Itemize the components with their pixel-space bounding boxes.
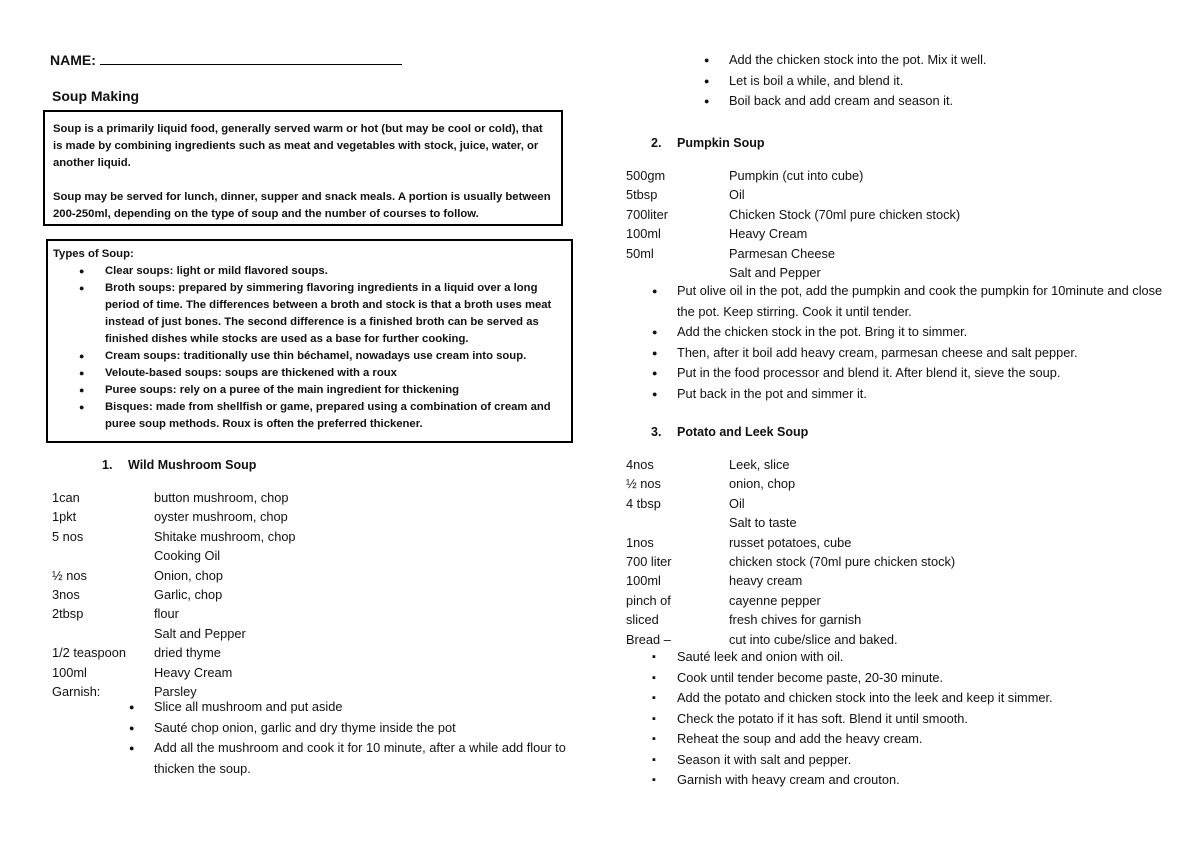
- ingredient-row: [626, 166, 1166, 185]
- list-item: ● Slice all mushroom and put aside: [154, 697, 576, 718]
- types-box: [46, 239, 573, 443]
- ingredient-name: Shitake mushroom, chop: [154, 528, 296, 544]
- recipe-1-steps: [154, 697, 576, 779]
- ingredient-qty: 100ml: [626, 573, 661, 589]
- ingredient-row: [626, 455, 1166, 474]
- list-item: ● Let is boil a while, and blend it.: [729, 71, 1169, 92]
- ingredient-name: Oil: [729, 495, 745, 511]
- recipe-3-title: [651, 425, 808, 439]
- ingredient-qty: 2tbsp: [52, 606, 84, 622]
- ingredient-name: chicken stock (70ml pure chicken stock): [729, 553, 956, 569]
- intro-paragraph-1: Soup is a primarily liquid food, generally served warm or hot (but may be cool or cold), that is made by combining ingredients such as meat and vegetables with stock, juice, water, or another liquid.: [53, 123, 543, 169]
- ingredient-qty: 4 tbsp: [626, 495, 661, 511]
- ingredient-row: [626, 205, 1166, 224]
- list-item: ● Then, after it boil add heavy cream, parmesan cheese and salt pepper.: [677, 343, 1167, 364]
- ingredient-row: [52, 527, 552, 546]
- ingredient-name: Leek, slice: [729, 457, 790, 472]
- list-item: ▪ Cook until tender become paste, 20-30 minute.: [677, 668, 1167, 689]
- list-item: ● Boil back and add cream and season it.: [729, 91, 1169, 112]
- ingredient-row: [626, 224, 1166, 243]
- ingredient-name: dried thyme: [154, 645, 221, 661]
- list-item: ● Add the chicken stock into the pot. Mix it well.: [729, 50, 1169, 71]
- list-item: ▪ Season it with salt and pepper.: [677, 750, 1167, 771]
- types-list: [53, 263, 566, 433]
- ingredient-row: [626, 263, 1166, 282]
- ingredient-name: heavy cream: [729, 573, 803, 589]
- ingredient-row: [52, 585, 552, 604]
- ingredient-row: [626, 571, 1166, 590]
- ingredient-qty: 700liter: [626, 206, 668, 222]
- recipe-1-steps-continued: [729, 50, 1169, 112]
- ingredient-qty: 1nos: [626, 534, 654, 550]
- list-item: ▪ Reheat the soup and add the heavy cream.: [677, 729, 1167, 750]
- list-item: ▪ Sauté leek and onion with oil.: [677, 647, 1167, 668]
- ingredient-qty: 3nos: [52, 586, 80, 602]
- recipe-2-title: [651, 136, 765, 150]
- recipe-2-steps: [677, 281, 1167, 404]
- name-label: NAME:: [50, 52, 96, 68]
- recipe-number: 2.: [651, 136, 662, 150]
- ingredient-name: Pumpkin (cut into cube): [729, 168, 864, 183]
- ingredient-row: [52, 624, 552, 643]
- ingredient-row: [52, 604, 552, 623]
- ingredient-row: [626, 552, 1166, 571]
- ingredient-name: Garlic, chop: [154, 586, 223, 602]
- intro-box: [43, 110, 563, 226]
- ingredient-qty: 5 nos: [52, 528, 84, 544]
- ingredient-qty: 100ml: [626, 226, 661, 242]
- list-item: ● Add the chicken stock in the pot. Bring it to simmer.: [677, 322, 1167, 343]
- page-title: Soup Making: [52, 88, 140, 104]
- ingredient-name: Cooking Oil: [154, 548, 221, 564]
- list-item: ● Veloute-based soups: soups are thickened with a roux: [105, 365, 566, 382]
- ingredient-name: Heavy Cream: [154, 664, 233, 680]
- ingredient-name: Parsley: [154, 683, 197, 699]
- name-blank-line: [100, 52, 402, 65]
- list-item: ● Put in the food processor and blend it. After blend it, sieve the soup.: [677, 363, 1167, 384]
- ingredient-row: [52, 507, 552, 526]
- list-item: ● Broth soups: prepared by simmering flavoring ingredients in a liquid over a long period of time. The differences between a broth and stock is that a broth uses meat instead of just bones. The second difference is a finished broth can be served as finished dishes while stocks are used as a base for further cooking.: [105, 280, 566, 348]
- recipe-name: Wild Mushroom Soup: [128, 458, 257, 472]
- recipe-3-steps: [677, 647, 1167, 791]
- ingredient-name: Parmesan Cheese: [729, 245, 835, 261]
- ingredient-name: oyster mushroom, chop: [154, 509, 288, 525]
- ingredient-row: [52, 488, 552, 507]
- ingredient-qty: 1pkt: [52, 509, 77, 525]
- ingredient-row: [626, 610, 1166, 629]
- ingredient-name: flour: [154, 606, 179, 622]
- ingredient-qty: Bread –: [626, 631, 671, 647]
- recipe-name: Potato and Leek Soup: [677, 425, 809, 439]
- ingredient-name: cayenne pepper: [729, 592, 821, 608]
- ingredient-qty: 5tbsp: [626, 187, 658, 203]
- ingredient-name: Onion, chop: [154, 567, 224, 583]
- ingredient-name: cut into cube/slice and baked.: [729, 631, 898, 647]
- ingredient-row: [52, 546, 552, 565]
- list-item: ● Put olive oil in the pot, add the pumpkin and cook the pumpkin for 10minute and close the pot. Keep stirring. Cook it until tender.: [677, 281, 1167, 322]
- ingredient-qty: 500gm: [626, 168, 666, 183]
- list-item: ▪ Add the potato and chicken stock into the leek and keep it simmer.: [677, 688, 1167, 709]
- ingredient-row: [52, 663, 552, 682]
- ingredient-qty: ½ nos: [52, 567, 87, 583]
- ingredient-row: [626, 591, 1166, 610]
- ingredient-row: [626, 185, 1166, 204]
- ingredient-row: [626, 244, 1166, 263]
- ingredient-name: Salt and Pepper: [154, 625, 246, 641]
- ingredient-qty: 100ml: [52, 664, 87, 680]
- ingredient-qty: Garnish:: [52, 683, 101, 699]
- list-item: ● Add all the mushroom and cook it for 10 minute, after a while add flour to thicken the soup.: [154, 738, 576, 779]
- ingredient-row: [626, 474, 1166, 493]
- intro-paragraph-2: Soup may be served for lunch, dinner, supper and snack meals. A portion is usually between 200-250ml, depending on the type of soup and the number of courses to follow.: [53, 191, 551, 220]
- ingredient-name: onion, chop: [729, 476, 796, 492]
- ingredient-qty: pinch of: [626, 592, 671, 608]
- ingredient-name: Salt and Pepper: [729, 264, 821, 280]
- ingredient-qty: 700 liter: [626, 553, 672, 569]
- list-item: ● Puree soups: rely on a puree of the main ingredient for thickening: [105, 382, 566, 399]
- list-item: ● Bisques: made from shellfish or game, prepared using a combination of cream and puree soup methods. Roux is often the preferred thickener.: [105, 399, 566, 433]
- list-item: ▪ Garnish with heavy cream and crouton.: [677, 770, 1167, 791]
- name-field: [50, 52, 402, 68]
- ingredient-name: Chicken Stock (70ml pure chicken stock): [729, 206, 961, 222]
- ingredient-name: fresh chives for garnish: [729, 612, 862, 628]
- ingredient-qty: 1can: [52, 490, 80, 505]
- types-heading: Types of Soup:: [53, 248, 134, 260]
- ingredient-row: [52, 643, 552, 662]
- ingredient-qty: 1/2 teaspoon: [52, 645, 127, 661]
- ingredient-row: [626, 494, 1166, 513]
- recipe-3-ingredients: [626, 455, 1166, 649]
- ingredient-row: [626, 533, 1166, 552]
- ingredient-name: button mushroom, chop: [154, 490, 289, 505]
- ingredient-qty: sliced: [626, 612, 659, 628]
- ingredient-qty: 50ml: [626, 245, 654, 261]
- recipe-1-ingredients: [52, 488, 552, 701]
- recipe-number: 1.: [102, 458, 113, 472]
- ingredient-name: Oil: [729, 187, 745, 203]
- ingredient-qty: ½ nos: [626, 476, 661, 492]
- recipe-name: Pumpkin Soup: [677, 136, 765, 150]
- ingredient-row: [626, 630, 1166, 649]
- list-item: ● Put back in the pot and simmer it.: [677, 384, 1167, 405]
- ingredient-row: [52, 566, 552, 585]
- ingredient-row: [626, 513, 1166, 532]
- ingredient-name: russet potatoes, cube: [729, 534, 852, 550]
- list-item: ● Cream soups: traditionally use thin béchamel, nowadays use cream into soup.: [105, 348, 566, 365]
- ingredient-name: Heavy Cream: [729, 226, 808, 242]
- list-item: ● Clear soups: light or mild flavored soups.: [105, 263, 566, 280]
- ingredient-name: Salt to taste: [729, 515, 797, 531]
- ingredient-qty: 4nos: [626, 457, 654, 472]
- list-item: ▪ Check the potato if it has soft. Blend it until smooth.: [677, 709, 1167, 730]
- list-item: ● Sauté chop onion, garlic and dry thyme inside the pot: [154, 718, 576, 739]
- recipe-2-ingredients: [626, 166, 1166, 282]
- recipe-number: 3.: [651, 425, 662, 439]
- recipe-1-title: [102, 458, 256, 472]
